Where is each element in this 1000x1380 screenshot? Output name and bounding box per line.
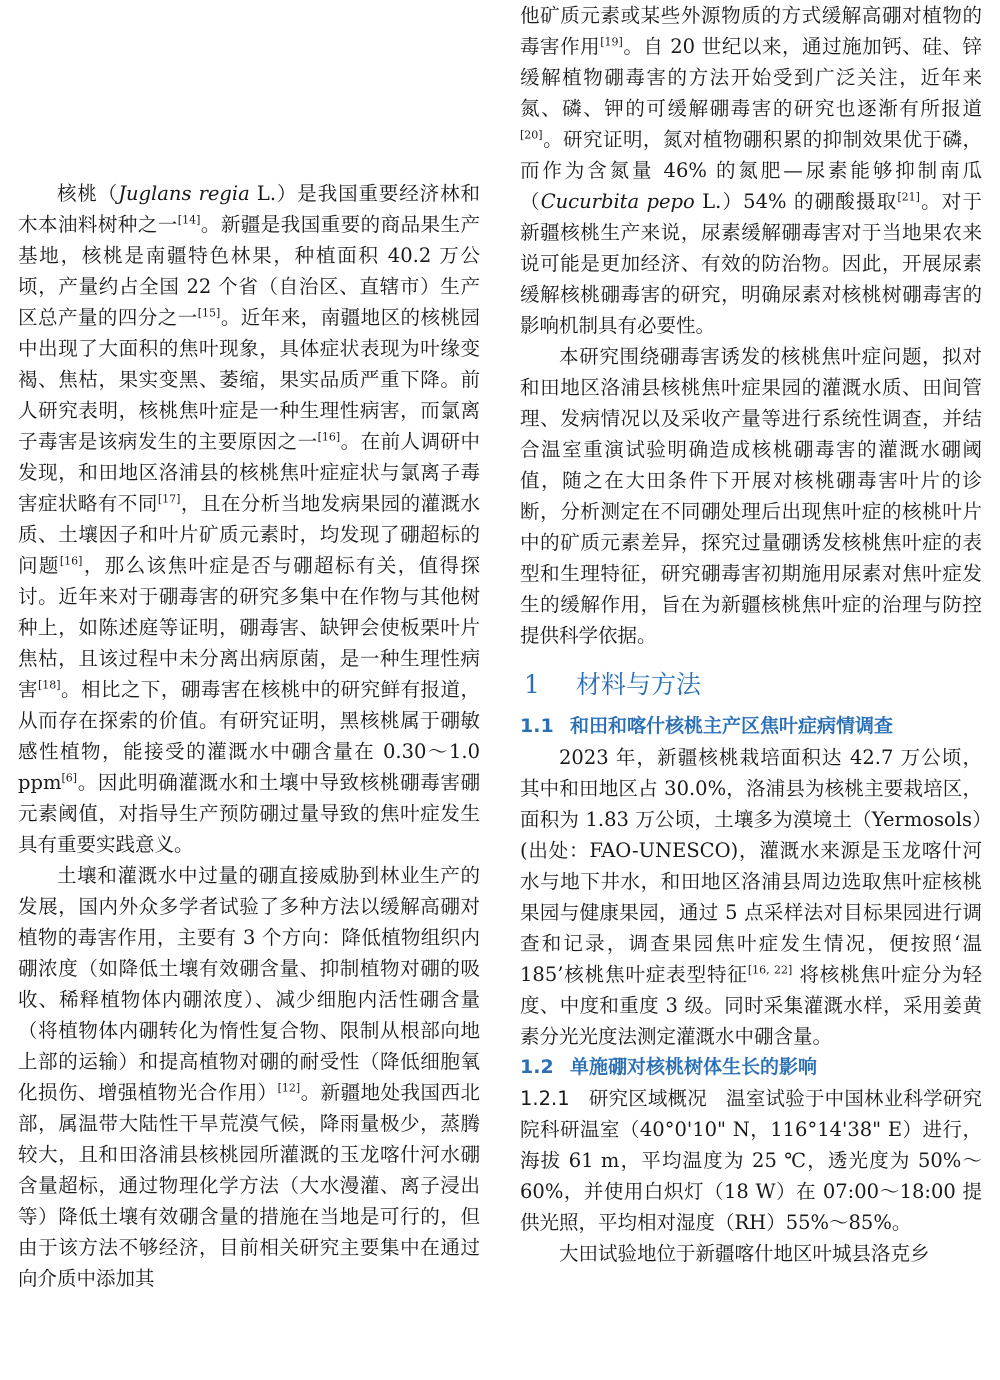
paragraph-study-area: 1.2.1 研究区域概况 温室试验于中国林业科学研究院科研温室（40°0'10" N，116°14'38" E）进行，海拔 61 m，平均温度为 25 ℃，透光度为 50%～60%，并使用白炽灯（18 W）在 07:00～18:00 提供光照，平均相对湿度（RH）55%～85%。 [520,1087,982,1234]
paragraph-boron-mitigation: 土壤和灌溉水中过量的硼直接威胁到林业生产的发展，国内外众多学者试验了多种方法以缓解高硼对植物的毒害作用，主要有 3 个方向：降低植物组织内硼浓度（如降低土壤有效硼含量、抑制植物对硼的吸收、稀释植物体内硼浓度）、减少细胞内活性硼含量（将植物体内硼转化为惰性复合物、限制从根部向地上部的运输）和提高植物对硼的耐受性（降低细胞氧化损伤、增强植物光合作用）[12]。新疆地处我国西北部，属温带大陆性干旱荒漠气候，降雨量极少，蒸腾较大，且和田洛浦县核桃园所灌溉的玉龙喀什河水硼含量超标，通过物理化学方法（大水漫灌、离子浸出等）降低土壤有效硼含量的措施在当地是可行的，但由于该方法不够经济，目前相关研究主要集中在通过向介质中添加其 [18,864,480,1290]
citation: [16, 22] [747,963,793,977]
citation: [21] [897,190,920,204]
citation: [6] [61,771,78,785]
subsection-number: 1.2 [520,1056,554,1078]
citation: [12] [277,1081,301,1095]
citation: [19] [600,35,623,49]
subsection-number: 1.1 [520,715,554,737]
paragraph-continued: 他矿质元素或某些外源物质的方式缓解高硼对植物的毒害作用[19]。自 20 世纪以来，通过施加钙、硅、锌缓解植物硼毒害的方法开始受到广泛关注，近年来氮、磷、钾的可缓解硼毒害的研究也逐渐有所报道[20]。研究证明，氮对植物硼积累的抑制效果优于磷，而作为含氮量 46% 的氮肥—尿素能够抑制南瓜（Cucurbita pepo L.）54% 的硼酸摄取[21]。对于新疆核桃生产来说，尿素缓解硼毒害对于当地果农来说可能是更加经济、有效的防治物。因此，开展尿素缓解核桃硼毒害的研究，明确尿素对核桃树硼毒害的影响机制具有必要性。 [520,4,982,337]
latin-name-juglans: Juglans regia [118,182,250,205]
citation: [16] [59,554,83,568]
subsection-heading-boron-growth [520,1052,982,1083]
section-title: 材料与方法 [576,670,702,699]
paragraph-field-site: 大田试验地位于新疆喀什地区叶城县洛克乡 [559,1242,930,1265]
subsection-title: 和田和喀什核桃主产区焦叶症病情调查 [570,715,894,737]
citation: [18] [37,678,61,692]
section-number: 1 [524,670,540,699]
citation: [15] [197,306,221,320]
subsection-heading-survey [520,711,982,742]
citation: [16] [317,430,341,444]
citation: [14] [177,213,201,227]
citation: [20] [520,128,543,142]
paragraph-walnut-intro: 核桃（Juglans regia L.）是我国重要经济林和木本油料树种之一[14]。新疆是我国重要的商品果生产基地，核桃是南疆特色林果，种植面积 40.2 万公顷，产量约占全国 22 个省（自治区、直辖市）生产区总产量的四分之一[15]。近年来，南疆地区的核桃园中出现了大面积的焦叶现象，具体症状表现为叶缘变褐、焦枯，果实变黑、萎缩，果实品质严重下降。前人研究表明，核桃焦叶症是一种生理性病害，而氯离子毒害是该病发生的主要原因之一[16]。在前人调研中发现，和田地区洛浦县的核桃焦叶症症状与氯离子毒害症状略有不同[17]，且在分析当地发病果园的灌溉水质、土壤因子和叶片矿质元素时，均发现了硼超标的问题[16]，那么该焦叶症是否与硼超标有关，值得探讨。近年来对于硼毒害的研究多集中在作物与其他树种上，如陈述庭等证明，硼毒害、缺钾会使板栗叶片焦枯，且该过程中未分离出病原菌，是一种生理性病害[18]。相比之下，硼毒害在核桃中的研究鲜有报道，从而存在探索的价值。有研究证明，黑核桃属于硼敏感性植物，能接受的灌溉水中硼含量在 0.30～1.0 ppm[6]。因此明确灌溉水和土壤中导致核桃硼毒害硼元素阈值，对指导生产预防硼过量导致的焦叶症发生具有重要实践意义。 [18,182,480,856]
subsubsection-number: 1.2.1 [520,1087,570,1110]
latin-name-cucurbita: Cucurbita pepo [540,190,695,213]
section-heading-materials-methods [520,665,982,705]
top-blank-space [18,0,480,178]
subsubsection-title: 研究区域概况 [588,1087,707,1110]
right-column [520,0,982,1269]
left-column [18,0,480,1294]
subsection-title: 单施硼对核桃树体生长的影响 [570,1056,818,1078]
paragraph-study-aim: 本研究围绕硼毒害诱发的核桃焦叶症问题，拟对和田地区洛浦县核桃焦叶症果园的灌溉水质、田间管理、发病情况以及采收产量等进行系统性调查，并结合温室重演试验明确造成核桃硼毒害的灌溉水硼阈值，随之在大田条件下开展对核桃硼毒害叶片的诊断，分析测定在不同硼处理后出现焦叶症的核桃叶片中的矿质元素差异，探究过量硼诱发核桃焦叶症的表型和生理特征，研究硼毒害初期施用尿素对焦叶症发生的缓解作用，旨在为新疆核桃焦叶症的治理与防控提供科学依据。 [520,345,982,647]
paragraph-survey: 2023 年，新疆核桃栽培面积达 42.7 万公顷，其中和田地区占 30.0%，洛浦县为核桃主要栽培区，面积为 1.83 万公顷，土壤多为漠境土（Yermosols）(出处：FAO-UNESCO)，灌溉水来源是玉龙喀什河水与地下井水，和田地区洛浦县周边选取焦叶症核桃果园与健康果园，通过 5 点采样法对目标果园进行调查和记录，调查果园焦叶症发生情况，便按照‘温 185’核桃焦叶症表型特征[16, 22] 将核桃焦叶症分为轻度、中度和重度 3 级。同时采集灌溉水样，采用姜黄素分光光度法测定灌溉水中硼含量。 [520,746,983,1048]
citation: [17] [157,492,181,506]
